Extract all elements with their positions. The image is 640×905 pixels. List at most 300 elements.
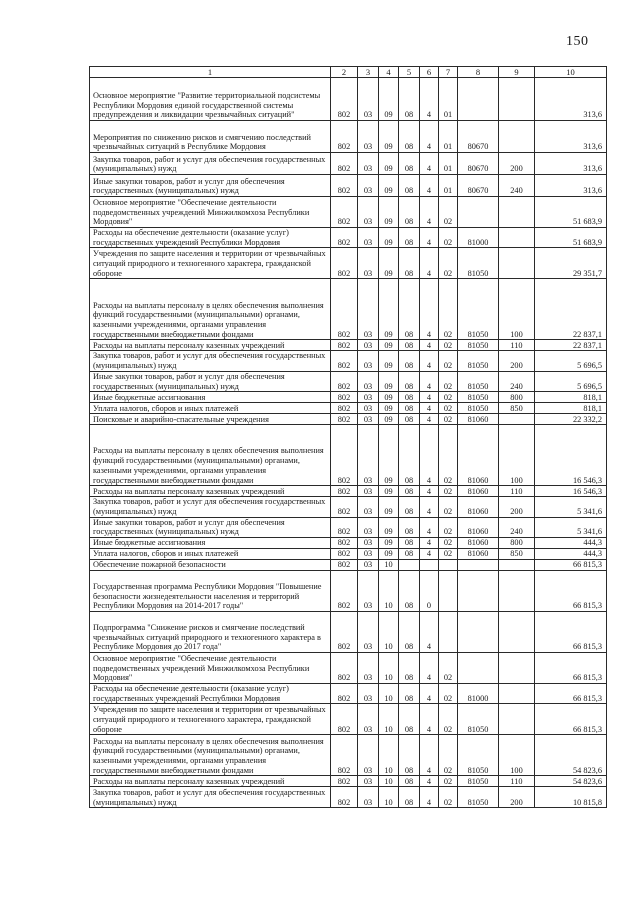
code-activity: 02: [439, 392, 458, 403]
code-expense-type: 200: [499, 351, 535, 371]
code-direction: 81060: [458, 538, 499, 549]
code-program: 08: [399, 425, 420, 486]
code-subsection: 09: [379, 153, 399, 175]
code-direction: [458, 612, 499, 653]
code-direction: 81050: [458, 351, 499, 371]
code-subsection: 09: [379, 392, 399, 403]
code-subprogram: 4: [420, 340, 439, 351]
code-subprogram: 4: [420, 403, 439, 414]
code-subsection: 09: [379, 175, 399, 197]
code-activity: 01: [439, 153, 458, 175]
code-section: 03: [358, 497, 379, 517]
code-subprogram: 4: [420, 776, 439, 787]
table-row: [90, 279, 607, 340]
code-direction: 81060: [458, 425, 499, 486]
code-activity: 01: [439, 175, 458, 197]
row-name: Расходы на выплаты персоналу в целях обеспечения выполнения функций государственными (муниципальными) органами, казенными учреждениями, органами управления государственными внебюджетными фондами: [90, 735, 331, 776]
code-expense-type: [499, 414, 535, 425]
code-direction: 81060: [458, 497, 499, 517]
code-gov: 802: [331, 497, 358, 517]
row-name: Расходы на обеспечение деятельности (оказание услуг) государственных учреждений Республики Мордовия: [90, 228, 331, 248]
code-program: 08: [399, 371, 420, 391]
code-direction: 81060: [458, 486, 499, 497]
code-activity: 02: [439, 425, 458, 486]
code-program: 08: [399, 787, 420, 808]
row-amount: 29 351,7: [535, 248, 607, 279]
row-name: Иные бюджетные ассигнования: [90, 538, 331, 549]
code-gov: 802: [331, 653, 358, 684]
code-program: 08: [399, 392, 420, 403]
code-direction: 81050: [458, 735, 499, 776]
code-expense-type: [499, 560, 535, 571]
code-activity: 02: [439, 486, 458, 497]
row-amount: 22 837,1: [535, 340, 607, 351]
code-subprogram: 4: [420, 787, 439, 808]
code-subprogram: 4: [420, 197, 439, 228]
code-program: 08: [399, 228, 420, 248]
code-subsection: 09: [379, 425, 399, 486]
table-row: [90, 571, 607, 612]
code-program: 08: [399, 78, 420, 121]
code-program: 08: [399, 414, 420, 425]
column-header: 4: [379, 67, 399, 78]
code-direction: 80670: [458, 121, 499, 153]
budget-table: [89, 66, 607, 808]
code-subprogram: 4: [420, 538, 439, 549]
code-expense-type: 850: [499, 403, 535, 414]
code-subsection: 09: [379, 517, 399, 537]
row-name: Расходы на выплаты персоналу казенных учреждений: [90, 486, 331, 497]
row-amount: 54 823,6: [535, 776, 607, 787]
table-row: [90, 197, 607, 228]
code-subprogram: 4: [420, 153, 439, 175]
column-header: 8: [458, 67, 499, 78]
code-subsection: 10: [379, 653, 399, 684]
code-direction: [458, 78, 499, 121]
code-direction: [458, 197, 499, 228]
code-program: 08: [399, 735, 420, 776]
code-section: 03: [358, 248, 379, 279]
code-activity: 02: [439, 653, 458, 684]
code-subprogram: 4: [420, 351, 439, 371]
table-row: [90, 538, 607, 549]
code-expense-type: [499, 684, 535, 704]
code-section: 03: [358, 414, 379, 425]
page-number: 150: [566, 34, 589, 49]
table-row: [90, 351, 607, 371]
code-subsection: 09: [379, 497, 399, 517]
code-program: 08: [399, 517, 420, 537]
code-program: 08: [399, 549, 420, 560]
row-amount: 51 683,9: [535, 197, 607, 228]
table-row: [90, 704, 607, 735]
code-subprogram: 4: [420, 612, 439, 653]
code-gov: 802: [331, 121, 358, 153]
code-direction: 81000: [458, 684, 499, 704]
row-name: Закупка товаров, работ и услуг для обеспечения государственных (муниципальных) нужд: [90, 497, 331, 517]
code-activity: 02: [439, 787, 458, 808]
row-amount: 66 815,3: [535, 704, 607, 735]
row-name: Иные закупки товаров, работ и услуг для обеспечения государственных (муниципальных) нужд: [90, 175, 331, 197]
row-amount: 5 341,6: [535, 497, 607, 517]
code-activity: 02: [439, 197, 458, 228]
code-subsection: 09: [379, 371, 399, 391]
row-name: Обеспечение пожарной безопасности: [90, 560, 331, 571]
code-gov: 802: [331, 228, 358, 248]
code-expense-type: 100: [499, 279, 535, 340]
row-name: Основное мероприятие "Обеспечение деятельности подведомственных учреждений Минжилкомхоза Республики Мордовия": [90, 197, 331, 228]
code-subprogram: 4: [420, 549, 439, 560]
code-section: 03: [358, 560, 379, 571]
code-direction: [458, 653, 499, 684]
code-program: 08: [399, 612, 420, 653]
code-section: 03: [358, 549, 379, 560]
row-amount: 818,1: [535, 392, 607, 403]
code-section: 03: [358, 153, 379, 175]
code-program: 08: [399, 486, 420, 497]
code-subsection: 09: [379, 228, 399, 248]
code-gov: 802: [331, 517, 358, 537]
code-section: 03: [358, 735, 379, 776]
code-expense-type: 110: [499, 340, 535, 351]
code-activity: 02: [439, 776, 458, 787]
row-name: Закупка товаров, работ и услуг для обеспечения государственных (муниципальных) нужд: [90, 153, 331, 175]
code-direction: 81050: [458, 248, 499, 279]
code-expense-type: 100: [499, 425, 535, 486]
code-subsection: 09: [379, 403, 399, 414]
code-subprogram: 4: [420, 279, 439, 340]
code-direction: 81050: [458, 371, 499, 391]
code-subprogram: 4: [420, 735, 439, 776]
column-header: 9: [499, 67, 535, 78]
code-direction: 80670: [458, 175, 499, 197]
code-direction: 81060: [458, 517, 499, 537]
code-activity: 02: [439, 414, 458, 425]
code-expense-type: 240: [499, 371, 535, 391]
code-direction: 81050: [458, 340, 499, 351]
code-program: 08: [399, 704, 420, 735]
code-program: 08: [399, 279, 420, 340]
row-amount: 66 815,3: [535, 653, 607, 684]
code-expense-type: [499, 121, 535, 153]
code-direction: 81060: [458, 549, 499, 560]
code-expense-type: 240: [499, 175, 535, 197]
row-amount: 313,6: [535, 121, 607, 153]
code-subprogram: 4: [420, 684, 439, 704]
row-name: Иные закупки товаров, работ и услуг для обеспечения государственных (муниципальных) нужд: [90, 517, 331, 537]
code-gov: 802: [331, 175, 358, 197]
row-name: Уплата налогов, сборов и иных платежей: [90, 403, 331, 414]
code-subprogram: 4: [420, 392, 439, 403]
code-section: 03: [358, 425, 379, 486]
row-amount: 5 696,5: [535, 351, 607, 371]
code-section: 03: [358, 538, 379, 549]
row-amount: 444,3: [535, 538, 607, 549]
code-subsection: 09: [379, 538, 399, 549]
code-gov: 802: [331, 248, 358, 279]
code-gov: 802: [331, 612, 358, 653]
row-name: Учреждения по защите населения и территории от чрезвычайных ситуаций природного и техногенного характера, гражданской обороне: [90, 248, 331, 279]
row-name: Иные бюджетные ассигнования: [90, 392, 331, 403]
code-subsection: 10: [379, 560, 399, 571]
code-subprogram: 4: [420, 497, 439, 517]
code-section: 03: [358, 704, 379, 735]
table-row: [90, 414, 607, 425]
code-gov: 802: [331, 414, 358, 425]
row-amount: 313,6: [535, 78, 607, 121]
table-row: [90, 425, 607, 486]
code-expense-type: 200: [499, 497, 535, 517]
table-row: [90, 560, 607, 571]
row-amount: 313,6: [535, 175, 607, 197]
code-subprogram: 4: [420, 175, 439, 197]
column-header: 7: [439, 67, 458, 78]
code-gov: 802: [331, 735, 358, 776]
row-name: Поисковые и аварийно-спасательные учреждения: [90, 414, 331, 425]
code-expense-type: 100: [499, 735, 535, 776]
code-program: 08: [399, 340, 420, 351]
row-amount: 16 546,3: [535, 486, 607, 497]
code-program: 08: [399, 653, 420, 684]
column-header: 10: [535, 67, 607, 78]
code-direction: 81050: [458, 392, 499, 403]
code-activity: 02: [439, 497, 458, 517]
code-activity: 02: [439, 538, 458, 549]
row-amount: 51 683,9: [535, 228, 607, 248]
code-subsection: 10: [379, 735, 399, 776]
table-row: [90, 684, 607, 704]
code-program: 08: [399, 684, 420, 704]
code-section: 03: [358, 371, 379, 391]
code-gov: 802: [331, 392, 358, 403]
code-section: 03: [358, 403, 379, 414]
code-gov: 802: [331, 787, 358, 808]
code-expense-type: 110: [499, 776, 535, 787]
table-row: [90, 228, 607, 248]
code-subsection: 10: [379, 612, 399, 653]
code-direction: [458, 560, 499, 571]
code-gov: 802: [331, 704, 358, 735]
row-name: Расходы на выплаты персоналу казенных учреждений: [90, 776, 331, 787]
code-section: 03: [358, 684, 379, 704]
row-name: Расходы на выплаты персоналу в целях обеспечения выполнения функций государственными (муниципальными) органами, казенными учреждениями, органами управления государственными внебюджетными фондами: [90, 279, 331, 340]
code-subsection: 09: [379, 340, 399, 351]
code-direction: 81050: [458, 787, 499, 808]
code-program: 08: [399, 571, 420, 612]
row-amount: 10 815,8: [535, 787, 607, 808]
column-header: 5: [399, 67, 420, 78]
code-program: 08: [399, 776, 420, 787]
code-subprogram: 4: [420, 517, 439, 537]
code-section: 03: [358, 517, 379, 537]
code-section: 03: [358, 121, 379, 153]
code-gov: 802: [331, 538, 358, 549]
code-activity: 02: [439, 403, 458, 414]
code-subprogram: 4: [420, 486, 439, 497]
row-amount: 66 815,3: [535, 560, 607, 571]
code-activity: 02: [439, 279, 458, 340]
row-amount: 66 815,3: [535, 612, 607, 653]
code-subsection: 09: [379, 248, 399, 279]
code-program: 08: [399, 248, 420, 279]
table-row: [90, 371, 607, 391]
code-expense-type: 850: [499, 549, 535, 560]
table-row: [90, 486, 607, 497]
row-name: Учреждения по защите населения и территории от чрезвычайных ситуаций природного и техногенного характера, гражданской обороне: [90, 704, 331, 735]
code-subsection: 09: [379, 486, 399, 497]
code-expense-type: [499, 653, 535, 684]
table-row: [90, 787, 607, 808]
code-section: 03: [358, 653, 379, 684]
table-row: [90, 121, 607, 153]
code-gov: 802: [331, 684, 358, 704]
table-row: [90, 735, 607, 776]
code-gov: 802: [331, 560, 358, 571]
code-subprogram: 4: [420, 414, 439, 425]
code-subsection: 09: [379, 351, 399, 371]
code-subprogram: 4: [420, 704, 439, 735]
code-expense-type: 800: [499, 392, 535, 403]
code-section: 03: [358, 197, 379, 228]
row-name: Расходы на выплаты персоналу в целях обеспечения выполнения функций государственными (муниципальными) органами, казенными учреждениями, органами управления государственными внебюджетными фондами: [90, 425, 331, 486]
code-subsection: 10: [379, 684, 399, 704]
table-row: [90, 517, 607, 537]
table-row: [90, 497, 607, 517]
code-activity: 02: [439, 517, 458, 537]
code-section: 03: [358, 486, 379, 497]
code-expense-type: [499, 228, 535, 248]
column-number-row: [90, 67, 607, 78]
code-expense-type: 800: [499, 538, 535, 549]
row-name: Закупка товаров, работ и услуг для обеспечения государственных (муниципальных) нужд: [90, 351, 331, 371]
code-subprogram: 4: [420, 653, 439, 684]
code-subsection: 09: [379, 279, 399, 340]
code-program: 08: [399, 197, 420, 228]
code-section: 03: [358, 351, 379, 371]
code-subprogram: 4: [420, 248, 439, 279]
table-row: [90, 612, 607, 653]
table-row: [90, 653, 607, 684]
code-gov: 802: [331, 486, 358, 497]
code-gov: 802: [331, 403, 358, 414]
row-name: Государственная программа Республики Мордовия "Повышение безопасности жизнедеятельности населения и территорий Республики Мордовия на 2014-2017 годы": [90, 571, 331, 612]
row-amount: 5 341,6: [535, 517, 607, 537]
code-subprogram: 0: [420, 571, 439, 612]
code-gov: 802: [331, 197, 358, 228]
code-expense-type: 240: [499, 517, 535, 537]
row-name: Уплата налогов, сборов и иных платежей: [90, 549, 331, 560]
code-direction: 81050: [458, 403, 499, 414]
code-subprogram: 4: [420, 371, 439, 391]
table-row: [90, 549, 607, 560]
code-activity: 02: [439, 371, 458, 391]
table-row: [90, 175, 607, 197]
row-name: Иные закупки товаров, работ и услуг для обеспечения государственных (муниципальных) нужд: [90, 371, 331, 391]
code-expense-type: 110: [499, 486, 535, 497]
table-row: [90, 392, 607, 403]
code-subprogram: 4: [420, 78, 439, 121]
row-name: Расходы на обеспечение деятельности (оказание услуг) государственных учреждений Республики Мордовия: [90, 684, 331, 704]
code-activity: 02: [439, 549, 458, 560]
code-expense-type: [499, 571, 535, 612]
code-subprogram: 4: [420, 121, 439, 153]
code-program: 08: [399, 175, 420, 197]
code-direction: 81050: [458, 776, 499, 787]
code-direction: 80670: [458, 153, 499, 175]
code-expense-type: 200: [499, 787, 535, 808]
table-row: [90, 403, 607, 414]
code-section: 03: [358, 392, 379, 403]
code-gov: 802: [331, 371, 358, 391]
row-amount: 22 837,1: [535, 279, 607, 340]
code-activity: [439, 612, 458, 653]
code-activity: 02: [439, 684, 458, 704]
code-gov: 802: [331, 549, 358, 560]
code-expense-type: 200: [499, 153, 535, 175]
code-section: 03: [358, 78, 379, 121]
code-activity: 02: [439, 704, 458, 735]
code-section: 03: [358, 340, 379, 351]
code-activity: 02: [439, 351, 458, 371]
code-program: 08: [399, 153, 420, 175]
code-subsection: 09: [379, 121, 399, 153]
code-program: 08: [399, 403, 420, 414]
code-subprogram: 4: [420, 228, 439, 248]
row-amount: 313,6: [535, 153, 607, 175]
code-direction: 81000: [458, 228, 499, 248]
code-section: 03: [358, 612, 379, 653]
code-direction: [458, 571, 499, 612]
code-expense-type: [499, 248, 535, 279]
table-row: [90, 153, 607, 175]
code-gov: 802: [331, 425, 358, 486]
column-header: 3: [358, 67, 379, 78]
code-direction: 81060: [458, 414, 499, 425]
code-expense-type: [499, 197, 535, 228]
code-activity: 02: [439, 248, 458, 279]
code-gov: 802: [331, 571, 358, 612]
code-program: [399, 560, 420, 571]
code-gov: 802: [331, 279, 358, 340]
code-subsection: 09: [379, 414, 399, 425]
table-row: [90, 248, 607, 279]
row-amount: 818,1: [535, 403, 607, 414]
column-header: 1: [90, 67, 331, 78]
code-program: 08: [399, 121, 420, 153]
row-name: Закупка товаров, работ и услуг для обеспечения государственных (муниципальных) нужд: [90, 787, 331, 808]
column-header: 6: [420, 67, 439, 78]
row-name: Мероприятия по снижению рисков и смягчению последствий чрезвычайных ситуаций в Республике Мордовия: [90, 121, 331, 153]
code-direction: 81050: [458, 704, 499, 735]
code-subsection: 09: [379, 78, 399, 121]
code-subprogram: [420, 560, 439, 571]
code-gov: 802: [331, 340, 358, 351]
row-name: Подпрограмма "Снижение рисков и смягчение последствий чрезвычайных ситуаций природного и техногенного характера в Республике Мордовия до 2017 года": [90, 612, 331, 653]
code-gov: 802: [331, 351, 358, 371]
code-subsection: 09: [379, 197, 399, 228]
code-direction: 81050: [458, 279, 499, 340]
code-activity: [439, 560, 458, 571]
code-expense-type: [499, 612, 535, 653]
code-section: 03: [358, 571, 379, 612]
code-activity: 02: [439, 735, 458, 776]
code-activity: 02: [439, 340, 458, 351]
code-expense-type: [499, 704, 535, 735]
code-program: 08: [399, 497, 420, 517]
code-gov: 802: [331, 776, 358, 787]
code-subsection: 10: [379, 787, 399, 808]
code-activity: [439, 571, 458, 612]
